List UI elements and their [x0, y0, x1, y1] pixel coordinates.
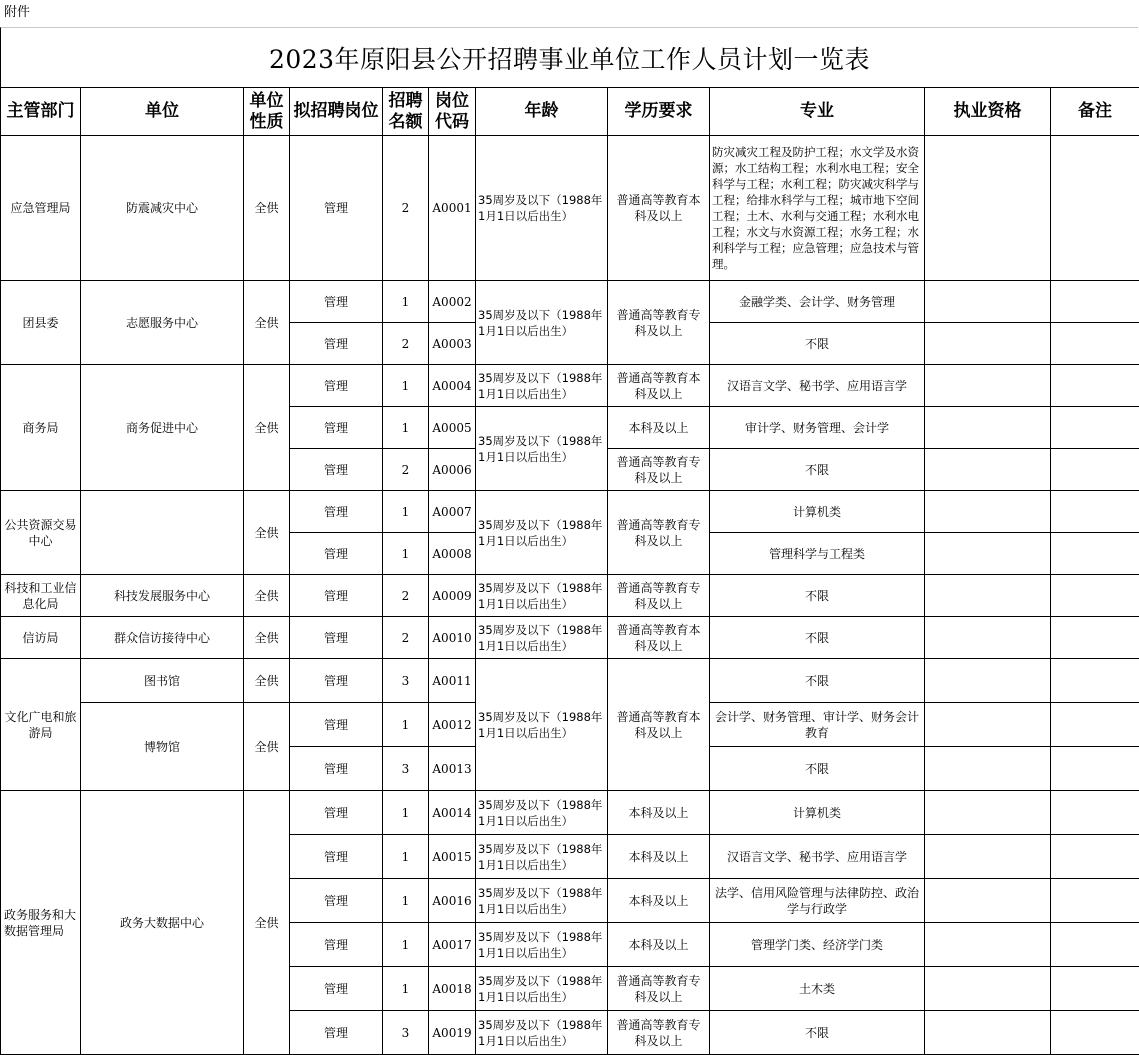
recruitment-table — [0, 87, 1139, 1055]
remark-cell — [1051, 136, 1139, 281]
header-unit: 单位 — [81, 88, 244, 136]
header-code: 岗位代码 — [429, 88, 476, 136]
code-cell: A0016 — [429, 879, 476, 923]
edu-cell: 普通高等教育本科及以上 — [608, 365, 710, 407]
edu-cell: 本科及以上 — [608, 923, 710, 967]
post-cell: 管理 — [290, 747, 383, 791]
quota-cell: 3 — [383, 659, 429, 703]
edu-cell: 普通高等教育专科及以上 — [608, 1011, 710, 1055]
post-cell: 管理 — [290, 1011, 383, 1055]
nature-cell: 全供 — [244, 575, 290, 617]
table-row — [1, 659, 1139, 703]
post-cell: 管理 — [290, 323, 383, 365]
quota-cell: 1 — [383, 491, 429, 533]
post-cell: 管理 — [290, 791, 383, 835]
post-cell: 管理 — [290, 967, 383, 1011]
license-cell — [925, 967, 1051, 1011]
code-cell: A0006 — [429, 449, 476, 491]
age-cell: 35周岁及以下（1988年1月1日以后出生） — [476, 491, 608, 575]
quota-cell: 1 — [383, 879, 429, 923]
code-cell: A0001 — [429, 136, 476, 281]
edu-cell: 普通高等教育专科及以上 — [608, 967, 710, 1011]
header-age: 年龄 — [476, 88, 608, 136]
age-cell: 35周岁及以下（1988年1月1日以后出生） — [476, 835, 608, 879]
unit-cell: 政务大数据中心 — [81, 791, 244, 1055]
remark-cell — [1051, 791, 1139, 835]
quota-cell: 1 — [383, 835, 429, 879]
age-cell: 35周岁及以下（1988年1月1日以后出生） — [476, 659, 608, 791]
header-major: 专业 — [710, 88, 925, 136]
remark-cell — [1051, 835, 1139, 879]
age-cell: 35周岁及以下（1988年1月1日以后出生） — [476, 1011, 608, 1055]
post-cell: 管理 — [290, 835, 383, 879]
edu-cell: 普通高等教育专科及以上 — [608, 575, 710, 617]
code-cell: A0003 — [429, 323, 476, 365]
age-cell: 35周岁及以下（1988年1月1日以后出生） — [476, 923, 608, 967]
quota-cell: 1 — [383, 703, 429, 747]
major-cell: 汉语言文学、秘书学、应用语言学 — [710, 835, 925, 879]
age-cell: 35周岁及以下（1988年1月1日以后出生） — [476, 575, 608, 617]
post-cell: 管理 — [290, 923, 383, 967]
age-cell: 35周岁及以下（1988年1月1日以后出生） — [476, 281, 608, 365]
post-cell: 管理 — [290, 449, 383, 491]
header-remark: 备注 — [1051, 88, 1139, 136]
table-row — [1, 791, 1139, 835]
remark-cell — [1051, 281, 1139, 323]
remark-cell — [1051, 449, 1139, 491]
license-cell — [925, 835, 1051, 879]
quota-cell: 1 — [383, 923, 429, 967]
quota-cell: 1 — [383, 791, 429, 835]
major-cell: 不限 — [710, 617, 925, 659]
license-cell — [925, 281, 1051, 323]
quota-cell: 1 — [383, 967, 429, 1011]
license-cell — [925, 1011, 1051, 1055]
quota-cell: 2 — [383, 449, 429, 491]
post-cell: 管理 — [290, 659, 383, 703]
header-nature: 单位性质 — [244, 88, 290, 136]
remark-cell — [1051, 491, 1139, 533]
major-cell: 不限 — [710, 1011, 925, 1055]
dept-cell: 应急管理局 — [1, 136, 81, 281]
quota-cell: 1 — [383, 365, 429, 407]
code-cell: A0013 — [429, 747, 476, 791]
license-cell — [925, 703, 1051, 747]
major-cell: 会计学、财务管理、审计学、财务会计教育 — [710, 703, 925, 747]
license-cell — [925, 659, 1051, 703]
code-cell: A0008 — [429, 533, 476, 575]
post-cell: 管理 — [290, 136, 383, 281]
quota-cell: 1 — [383, 407, 429, 449]
nature-cell: 全供 — [244, 703, 290, 791]
license-cell — [925, 407, 1051, 449]
license-cell — [925, 491, 1051, 533]
license-cell — [925, 365, 1051, 407]
dept-cell: 文化广电和旅游局 — [1, 659, 81, 791]
edu-cell: 普通高等教育本科及以上 — [608, 617, 710, 659]
post-cell: 管理 — [290, 281, 383, 323]
remark-cell — [1051, 575, 1139, 617]
quota-cell: 1 — [383, 533, 429, 575]
dept-cell: 信访局 — [1, 617, 81, 659]
dept-cell: 公共资源交易中心 — [1, 491, 81, 575]
quota-cell: 3 — [383, 747, 429, 791]
edu-cell: 普通高等教育本科及以上 — [608, 136, 710, 281]
header-license: 执业资格 — [925, 88, 1051, 136]
header-quota: 招聘名额 — [383, 88, 429, 136]
quota-cell: 2 — [383, 136, 429, 281]
edu-cell: 本科及以上 — [608, 879, 710, 923]
table-row — [1, 491, 1139, 533]
quota-cell: 2 — [383, 575, 429, 617]
remark-cell — [1051, 533, 1139, 575]
nature-cell: 全供 — [244, 659, 290, 703]
post-cell: 管理 — [290, 533, 383, 575]
code-cell: A0002 — [429, 281, 476, 323]
unit-cell: 志愿服务中心 — [81, 281, 244, 365]
code-cell: A0009 — [429, 575, 476, 617]
post-cell: 管理 — [290, 491, 383, 533]
quota-cell: 3 — [383, 1011, 429, 1055]
remark-cell — [1051, 323, 1139, 365]
nature-cell: 全供 — [244, 136, 290, 281]
table-row — [1, 365, 1139, 407]
post-cell: 管理 — [290, 879, 383, 923]
major-cell: 管理学门类、经济学门类 — [710, 923, 925, 967]
age-cell: 35周岁及以下（1988年1月1日以后出生） — [476, 967, 608, 1011]
major-cell: 不限 — [710, 575, 925, 617]
major-cell: 计算机类 — [710, 791, 925, 835]
nature-cell: 全供 — [244, 491, 290, 575]
age-cell: 35周岁及以下（1988年1月1日以后出生） — [476, 136, 608, 281]
remark-cell — [1051, 879, 1139, 923]
header-row — [1, 88, 1139, 136]
quota-cell: 1 — [383, 281, 429, 323]
edu-cell: 普通高等教育专科及以上 — [608, 449, 710, 491]
license-cell — [925, 136, 1051, 281]
license-cell — [925, 575, 1051, 617]
post-cell: 管理 — [290, 575, 383, 617]
license-cell — [925, 449, 1051, 491]
attachment-label: 附件 — [4, 5, 31, 20]
unit-cell — [81, 491, 244, 575]
dept-cell: 政务服务和大数据管理局 — [1, 791, 81, 1055]
table-row — [1, 136, 1139, 281]
remark-cell — [1051, 967, 1139, 1011]
age-cell: 35周岁及以下（1988年1月1日以后出生） — [476, 407, 608, 491]
remark-cell — [1051, 703, 1139, 747]
table-row — [1, 617, 1139, 659]
code-cell: A0005 — [429, 407, 476, 449]
post-cell: 管理 — [290, 407, 383, 449]
edu-cell: 本科及以上 — [608, 407, 710, 449]
unit-cell: 科技发展服务中心 — [81, 575, 244, 617]
edu-cell: 普通高等教育专科及以上 — [608, 491, 710, 575]
remark-cell — [1051, 659, 1139, 703]
nature-cell: 全供 — [244, 617, 290, 659]
major-cell: 防灾减灾工程及防护工程；水文学及水资源；水工结构工程；水利水电工程；安全科学与工程；水利工程；防灾减灾科学与工程；给排水科学与工程；城市地下空间工程；土木、水利与交通工程；水利水电工程；水文与水资源工程；水务工程；水利科学与工程；应急管理；应急技术与管理。 — [710, 136, 925, 281]
major-cell: 审计学、财务管理、会计学 — [710, 407, 925, 449]
unit-cell: 防震减灾中心 — [81, 136, 244, 281]
header-edu: 学历要求 — [608, 88, 710, 136]
license-cell — [925, 791, 1051, 835]
age-cell: 35周岁及以下（1988年1月1日以后出生） — [476, 365, 608, 407]
post-cell: 管理 — [290, 365, 383, 407]
age-cell: 35周岁及以下（1988年1月1日以后出生） — [476, 879, 608, 923]
license-cell — [925, 923, 1051, 967]
title-bar — [0, 27, 1138, 87]
quota-cell: 2 — [383, 323, 429, 365]
major-cell: 土木类 — [710, 967, 925, 1011]
code-cell: A0004 — [429, 365, 476, 407]
major-cell: 法学、信用风险管理与法律防控、政治学与行政学 — [710, 879, 925, 923]
edu-cell: 普通高等教育本科及以上 — [608, 659, 710, 791]
code-cell: A0010 — [429, 617, 476, 659]
license-cell — [925, 747, 1051, 791]
major-cell: 不限 — [710, 659, 925, 703]
code-cell: A0012 — [429, 703, 476, 747]
post-cell: 管理 — [290, 617, 383, 659]
major-cell: 汉语言文学、秘书学、应用语言学 — [710, 365, 925, 407]
license-cell — [925, 533, 1051, 575]
code-cell: A0014 — [429, 791, 476, 835]
license-cell — [925, 879, 1051, 923]
major-cell: 不限 — [710, 323, 925, 365]
remark-cell — [1051, 617, 1139, 659]
remark-cell — [1051, 1011, 1139, 1055]
age-cell: 35周岁及以下（1988年1月1日以后出生） — [476, 617, 608, 659]
code-cell: A0011 — [429, 659, 476, 703]
remark-cell — [1051, 365, 1139, 407]
edu-cell: 普通高等教育专科及以上 — [608, 281, 710, 365]
code-cell: A0017 — [429, 923, 476, 967]
remark-cell — [1051, 923, 1139, 967]
nature-cell: 全供 — [244, 281, 290, 365]
dept-cell: 科技和工业信息化局 — [1, 575, 81, 617]
nature-cell: 全供 — [244, 791, 290, 1055]
unit-cell: 博物馆 — [81, 703, 244, 791]
unit-cell: 群众信访接待中心 — [81, 617, 244, 659]
major-cell: 不限 — [710, 747, 925, 791]
nature-cell: 全供 — [244, 365, 290, 491]
unit-cell: 商务促进中心 — [81, 365, 244, 491]
age-cell: 35周岁及以下（1988年1月1日以后出生） — [476, 791, 608, 835]
license-cell — [925, 323, 1051, 365]
remark-cell — [1051, 747, 1139, 791]
major-cell: 金融学类、会计学、财务管理 — [710, 281, 925, 323]
header-post: 拟招聘岗位 — [290, 88, 383, 136]
table-row — [1, 575, 1139, 617]
code-cell: A0007 — [429, 491, 476, 533]
post-cell: 管理 — [290, 703, 383, 747]
dept-cell: 团县委 — [1, 281, 81, 365]
header-dept: 主管部门 — [1, 88, 81, 136]
major-cell: 计算机类 — [710, 491, 925, 533]
edu-cell: 本科及以上 — [608, 791, 710, 835]
code-cell: A0015 — [429, 835, 476, 879]
page-title: 2023年原阳县公开招聘事业单位工作人员计划一览表 — [268, 44, 871, 74]
dept-cell: 商务局 — [1, 365, 81, 491]
quota-cell: 2 — [383, 617, 429, 659]
code-cell: A0019 — [429, 1011, 476, 1055]
code-cell: A0018 — [429, 967, 476, 1011]
license-cell — [925, 617, 1051, 659]
table-row — [1, 281, 1139, 323]
unit-cell: 图书馆 — [81, 659, 244, 703]
major-cell: 管理科学与工程类 — [710, 533, 925, 575]
major-cell: 不限 — [710, 449, 925, 491]
edu-cell: 本科及以上 — [608, 835, 710, 879]
remark-cell — [1051, 407, 1139, 449]
